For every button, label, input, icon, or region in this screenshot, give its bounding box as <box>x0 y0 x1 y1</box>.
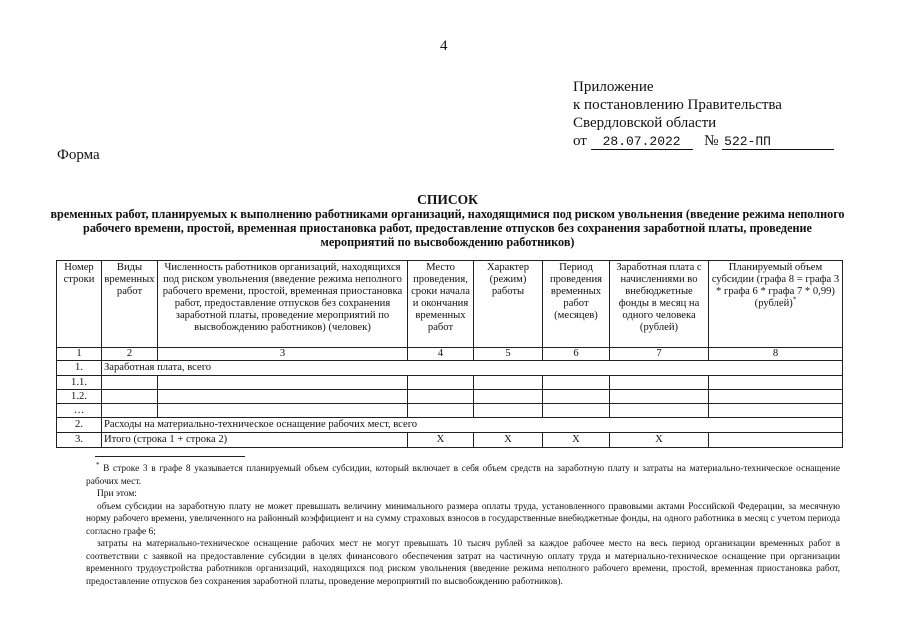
table-row <box>57 376 843 390</box>
table-cell-x: X <box>408 433 474 448</box>
header-subsidy-text: Планируемый объем субсидии (графа 8 = графа 3 * графа 6 * графа 7 * 0,99) (рублей) <box>711 262 840 309</box>
table-cell <box>158 390 408 404</box>
footnote-2: При этом: <box>97 489 137 499</box>
from-label: от <box>573 133 587 149</box>
resolution-number: 522-ПП <box>722 135 834 150</box>
table-cell <box>474 404 543 418</box>
footnote-divider <box>95 456 245 457</box>
table-row <box>57 404 843 418</box>
document-title: СПИСОК <box>417 192 478 207</box>
footnote-marker: * <box>792 295 797 304</box>
table-cell-x: X <box>474 433 543 448</box>
appendix-date-line <box>573 132 834 150</box>
appendix-block <box>573 78 834 150</box>
col-number-3: 3 <box>158 348 408 361</box>
table-cell <box>408 376 474 390</box>
footnote-star: * <box>96 460 100 469</box>
table-cell <box>610 390 709 404</box>
footnote-4: затраты на материально-техническое оснащение рабочих мест не могут превышать 10 тысяч рублей за каждое рабочее место на весь период организации временных работ в соответствии с заявкой на предоставление субсидии в целях финансового обеспечения затрат на частичную оплату труда и материально-техническое оснащение при организации временного трудоустройства работников организаций, находящихся под риском увольнения (введение режима неполного рабочего времени, простой, временная приостановка работ, предоставление отпусков без сохранения заработной платы, проведение мероприятий по высвобождению работников). <box>86 539 840 587</box>
appendix-title: Приложение <box>573 79 654 95</box>
appendix-resolution: к постановлению Правительства <box>573 97 782 113</box>
table-cell <box>543 390 610 404</box>
col-number-1: 1 <box>57 348 102 361</box>
resolution-date: 28.07.2022 <box>591 135 693 150</box>
table-cell <box>158 404 408 418</box>
appendix-region: Свердловской области <box>573 115 717 131</box>
table-cell-x: X <box>610 433 709 448</box>
table-header-row <box>57 261 843 348</box>
footnote-3: объем субсидии на заработную плату не может превышать величину минимального размера оплаты труда, установленного правовыми актами Российской Федерации, за месячную норму рабочего времени, увеличенного на районный коэффициент и на сумму страховых взносов в государственные внебюджетные фонды, на одного работника в месяц с учетом периода согласно графе 6; <box>86 501 840 537</box>
table-row <box>57 418 843 433</box>
row-label: Заработная плата, всего <box>102 361 843 376</box>
col-number-4: 4 <box>408 348 474 361</box>
header-workers-count: Численность работников организаций, находящихся под риском увольнения (введение режима неполного рабочего времени, простой, временная приостановка работ, предоставление отпусков без сохранения заработной платы, проведение мероприятий по высвобождению работников) (человек) <box>158 261 408 348</box>
table-cell-x: X <box>543 433 610 448</box>
table-row <box>57 433 843 448</box>
works-table <box>56 260 843 448</box>
table-cell <box>709 433 843 448</box>
footnote-1-text: В строке 3 в графе 8 указывается планируемый объем субсидии, который включает в себя объем средств на заработную плату и затраты на материально-техническое оснащение рабочих мест. <box>86 464 840 487</box>
row-label: Расходы на материально-техническое оснащение рабочих мест, всего <box>102 418 843 433</box>
table-cell <box>102 376 158 390</box>
table-cell <box>102 390 158 404</box>
column-numbers-row <box>57 348 843 361</box>
col-number-7: 7 <box>610 348 709 361</box>
table-cell <box>709 404 843 418</box>
table-cell <box>543 404 610 418</box>
row-number: 1.1. <box>57 376 102 390</box>
row-number: 2. <box>57 418 102 433</box>
table-cell <box>158 376 408 390</box>
header-work-types: Виды временных работ <box>102 261 158 348</box>
table-cell <box>102 404 158 418</box>
col-number-5: 5 <box>474 348 543 361</box>
row-number: 1.2. <box>57 390 102 404</box>
footnotes-block <box>86 460 840 588</box>
table-cell <box>543 376 610 390</box>
table-row <box>57 361 843 376</box>
col-number-2: 2 <box>102 348 158 361</box>
document-subtitle: временных работ, планируемых к выполнению работниками организаций, находящимися под риском увольнения (введение режима неполного рабочего времени, простой, временная приостановка работ, предоставление отпусков без сохранения заработной платы, проведение мероприятий по высвобождению работников) <box>50 207 845 249</box>
table-cell <box>610 404 709 418</box>
row-number: 3. <box>57 433 102 448</box>
col-number-8: 8 <box>709 348 843 361</box>
row-label: Итого (строка 1 + строка 2) <box>102 433 408 448</box>
row-number: … <box>57 404 102 418</box>
number-label: № <box>704 133 719 149</box>
table-cell <box>474 390 543 404</box>
header-work-mode: Характер (режим) работы <box>474 261 543 348</box>
header-period: Период проведения временных работ (месяцев) <box>543 261 610 348</box>
col-number-6: 6 <box>543 348 610 361</box>
table-cell <box>709 376 843 390</box>
table-cell <box>474 376 543 390</box>
table-row <box>57 390 843 404</box>
table-cell <box>408 390 474 404</box>
row-number: 1. <box>57 361 102 376</box>
table-cell <box>610 376 709 390</box>
header-subsidy <box>709 261 843 348</box>
form-label: Форма <box>57 147 100 163</box>
header-salary: Заработная плата с начислениями во внебюджетные фонды в месяц на одного человека (рублей) <box>610 261 709 348</box>
document-title-block <box>50 192 845 249</box>
table-cell <box>709 390 843 404</box>
table-cell <box>408 404 474 418</box>
header-row-number: Номер строки <box>57 261 102 348</box>
header-place-dates: Место проведения, сроки начала и окончания временных работ <box>408 261 474 348</box>
footnote-1 <box>86 460 840 488</box>
page-number: 4 <box>440 38 448 54</box>
